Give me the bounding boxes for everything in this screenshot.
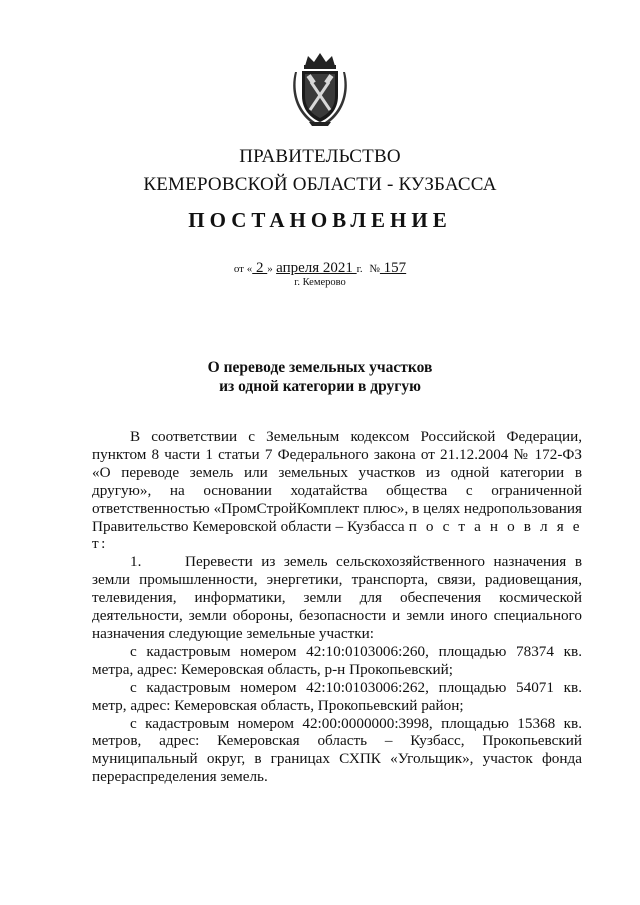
date-year-suffix: г. xyxy=(356,263,363,275)
subject-line1: О переводе земельных участков xyxy=(207,359,433,376)
date-month-year: апреля 2021 xyxy=(276,260,357,276)
postanovlyaet-word: п о с т а н о в л я е т: xyxy=(92,517,582,553)
intro-text: В соответствии с Земельным кодексом Российской Федерации, пунктом 8 части 1 статьи 7 Федерального закона от 21.12.2004 № 172-ФЗ «О переводе земель или земельных участков из одной категории в другую», на основании ходатайства общества с ограниченной ответственностью «ПромСтройКомплект плюс», в целях недропользования Правительство Кемеровской области – Кузбасса xyxy=(92,428,582,535)
city-label: г. Кемерово xyxy=(294,277,346,288)
plot-3-paragraph: с кадастровым номером 42:00:0000000:3998, площадью 15368 кв. метров, адрес: Кемеровская область – Кузбасс, Прокопьевский муниципальный округ, в границах СХПК «Угольщик», участок фонда перераспределения земель. xyxy=(92,714,582,786)
kuzbass-coat-of-arms-icon xyxy=(291,50,349,128)
subject-line2: из одной категории в другую xyxy=(219,378,421,395)
date-close-quote: » xyxy=(267,263,273,275)
intro-paragraph xyxy=(92,428,582,553)
number-label: № xyxy=(369,263,380,275)
item-1-number: 1. xyxy=(130,553,142,571)
item-1-text: Перевести из земель сельскохозяйственного назначения в земли промышленности, энергетики, транспорта, связи, радиовещания, телевидения, информатики, земли для обеспечения космической деятельности, земли обороны, безопасности и земли иного специального назначения следующие земельные участки: xyxy=(92,553,582,642)
document-type-title: ПОСТАНОВЛЕНИЕ xyxy=(188,208,452,232)
plot-2-paragraph: с кадастровым номером 42:10:0103006:262, площадью 54071 кв. метр, адрес: Кемеровская область, Прокопьевский район; xyxy=(92,678,582,714)
item-1-paragraph xyxy=(92,553,582,643)
government-title-line2: КЕМЕРОВСКОЙ ОБЛАСТИ - КУЗБАССА xyxy=(143,174,497,195)
plot-1-paragraph: с кадастровым номером 42:10:0103006:260, площадью 78374 кв. метра, адрес: Кемеровская область, р-н Прокопьевский; xyxy=(92,642,582,678)
decree-number: 157 xyxy=(379,260,407,276)
decree-subject xyxy=(0,358,640,396)
date-line xyxy=(0,260,640,277)
date-day: 2 xyxy=(252,260,268,276)
decree-body xyxy=(92,428,582,786)
government-title-line1: ПРАВИТЕЛЬСТВО xyxy=(239,146,401,167)
date-from-label: от « xyxy=(233,263,253,275)
